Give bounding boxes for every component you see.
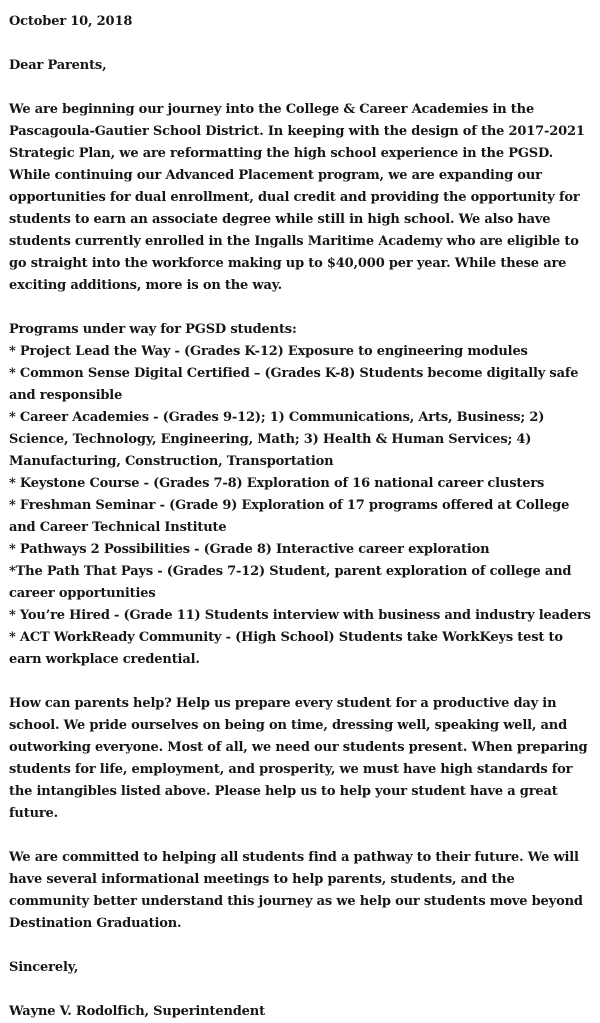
program-item-common-sense-digital-certified: * Common Sense Digital Certified – (Grades K-8) Students become digitally safe and responsible (9, 366, 579, 403)
program-item-freshman-seminar: * Freshman Seminar - (Grade 9) Exploration of 17 programs offered at College and Career Technical Institute (9, 498, 570, 535)
letter-closing: Sincerely, (9, 960, 79, 975)
program-item-youre-hired: * You’re Hired - (Grade 11) Students interview with business and industry leaders (9, 608, 591, 623)
program-item-project-lead-the-way: * Project Lead the Way - (Grades K-12) Exposure to engineering modules (9, 344, 528, 359)
letter-date: October 10, 2018 (9, 14, 133, 29)
program-item-the-path-that-pays: *The Path That Pays - (Grades 7-12) Student, parent exploration of college and career opportunities (9, 564, 572, 601)
letter-paragraph-2: How can parents help? Help us prepare every student for a productive day in school. We pride ourselves on being on time, dressing well, speaking well, and outworking everyone. Most of all, we need our students present. When preparing students for life, employment, and prosperity, we must have high standards for the intangibles listed above. Please help us to help your student have a great future. (9, 696, 588, 821)
program-item-keystone-course: * Keystone Course - (Grades 7-8) Exploration of 16 national career clusters (9, 476, 545, 491)
program-item-act-workready-community: * ACT WorkReady Community - (High School) Students take WorkKeys test to earn workplace credential. (9, 630, 563, 667)
program-item-pathways-2-possibilities: * Pathways 2 Possibilities - (Grade 8) Interactive career exploration (9, 542, 490, 557)
program-item-career-academies: * Career Academies - (Grades 9-12); 1) Communications, Arts, Business; 2) Science, Technology, Engineering, Math; 3) Health & Human Services; 4) Manufacturing, Construction, Transportation (9, 410, 545, 469)
letter-salutation: Dear Parents, (9, 58, 107, 73)
letter-paragraph-1: We are beginning our journey into the College & Career Academies in the Pascagoula-Gautier School District. In keeping with the design of the 2017-2021 Strategic Plan, we are reformatting the high school experience in the PGSD. While continuing our Advanced Placement program, we are expanding our opportunities for dual enrollment, dual credit and providing the opportunity for students to earn an associate degree while still in high school. We also have students currently enrolled in the Ingalls Maritime Academy who are eligible to go straight into the workforce making up to $40,000 per year. While these are exciting additions, more is on the way. (9, 102, 585, 293)
letter-signature: Wayne V. Rodolfich, Superintendent (9, 1004, 265, 1019)
letter-paragraph-3: We are committed to helping all students find a pathway to their future. We will have several informational meetings to help parents, students, and the community better understand this journey as we help our students move beyond Destination Graduation. (9, 850, 583, 931)
programs-heading: Programs under way for PGSD students: (9, 322, 297, 337)
